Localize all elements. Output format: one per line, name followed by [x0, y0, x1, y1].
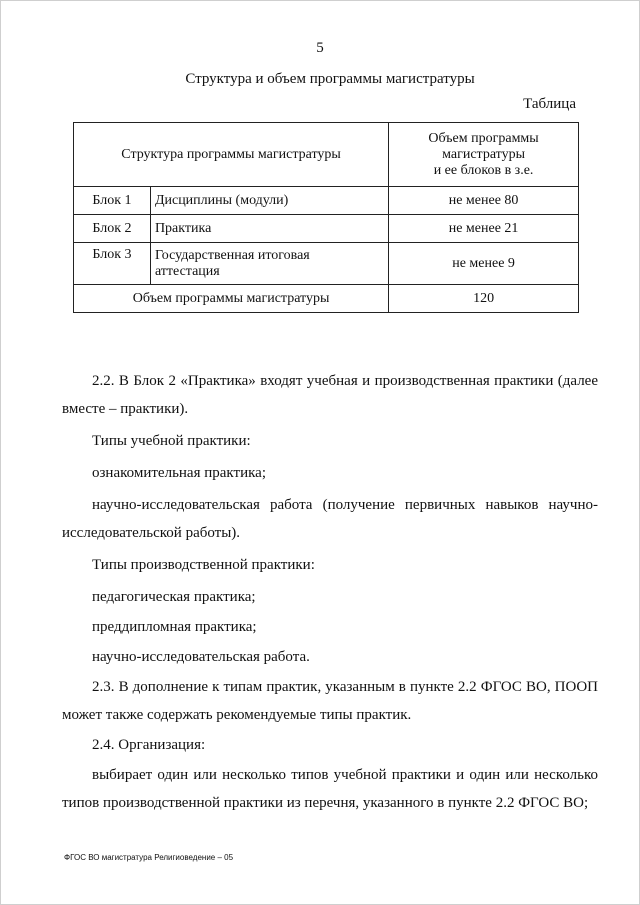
table-row [74, 243, 579, 285]
body-text [62, 367, 598, 817]
total-label-cell: Объем программы магистратуры [74, 285, 389, 313]
paragraph: научно-исследовательская работа. [92, 649, 310, 665]
block-volume-cell: не менее 80 [389, 187, 579, 215]
block-volume-cell: не менее 21 [389, 215, 579, 243]
header-volume-cell: Объем программы магистратуры и ее блоков в з.е. [389, 123, 579, 187]
paragraph: Типы учебной практики: [92, 433, 251, 449]
paragraph: Типы производственной практики: [92, 557, 315, 573]
page-number: 5 [316, 40, 324, 56]
paragraph: выбирает один или несколько типов учебной практики и один или несколько типов производственной практики из перечня, указанного в пункте 2.2 ФГОС ВО; [62, 767, 598, 811]
table-total-row [74, 285, 579, 313]
block-cell: Блок 2 [74, 215, 151, 243]
block-name-cell: Практика [150, 215, 388, 243]
table-header-row [74, 123, 579, 187]
section-title: Структура и объем программы магистратуры [185, 71, 475, 87]
total-volume-cell: 120 [389, 285, 579, 313]
table-row [74, 187, 579, 215]
footer: ФГОС ВО магистратура Религиоведение – 05 [64, 853, 234, 862]
block-cell: Блок 3 [74, 243, 151, 285]
table-row [74, 215, 579, 243]
paragraph: преддипломная практика; [92, 619, 257, 635]
paragraph: ознакомительная практика; [92, 465, 266, 481]
paragraph: научно-исследовательская работа (получение первичных навыков научно-исследовательской работы). [62, 497, 598, 541]
block-name-cell: Государственная итоговая аттестация [150, 243, 388, 285]
table-caption: Таблица [523, 96, 576, 112]
paragraph: 2.4. Организация: [92, 737, 206, 753]
block-volume-cell: не менее 9 [389, 243, 579, 285]
header-structure-cell: Структура программы магистратуры [74, 123, 389, 187]
block-name-cell: Дисциплины (модули) [150, 187, 388, 215]
paragraph: педагогическая практика; [92, 589, 256, 605]
paragraph: 2.2. В Блок 2 «Практика» входят учебная и производственная практики (далее вместе – практики). [62, 373, 598, 417]
paragraph: 2.3. В дополнение к типам практик, указанным в пункте 2.2 ФГОС ВО, ПООП может также содержать рекомендуемые типы практик. [62, 679, 598, 723]
program-structure-table [73, 122, 579, 313]
block-cell: Блок 1 [74, 187, 151, 215]
